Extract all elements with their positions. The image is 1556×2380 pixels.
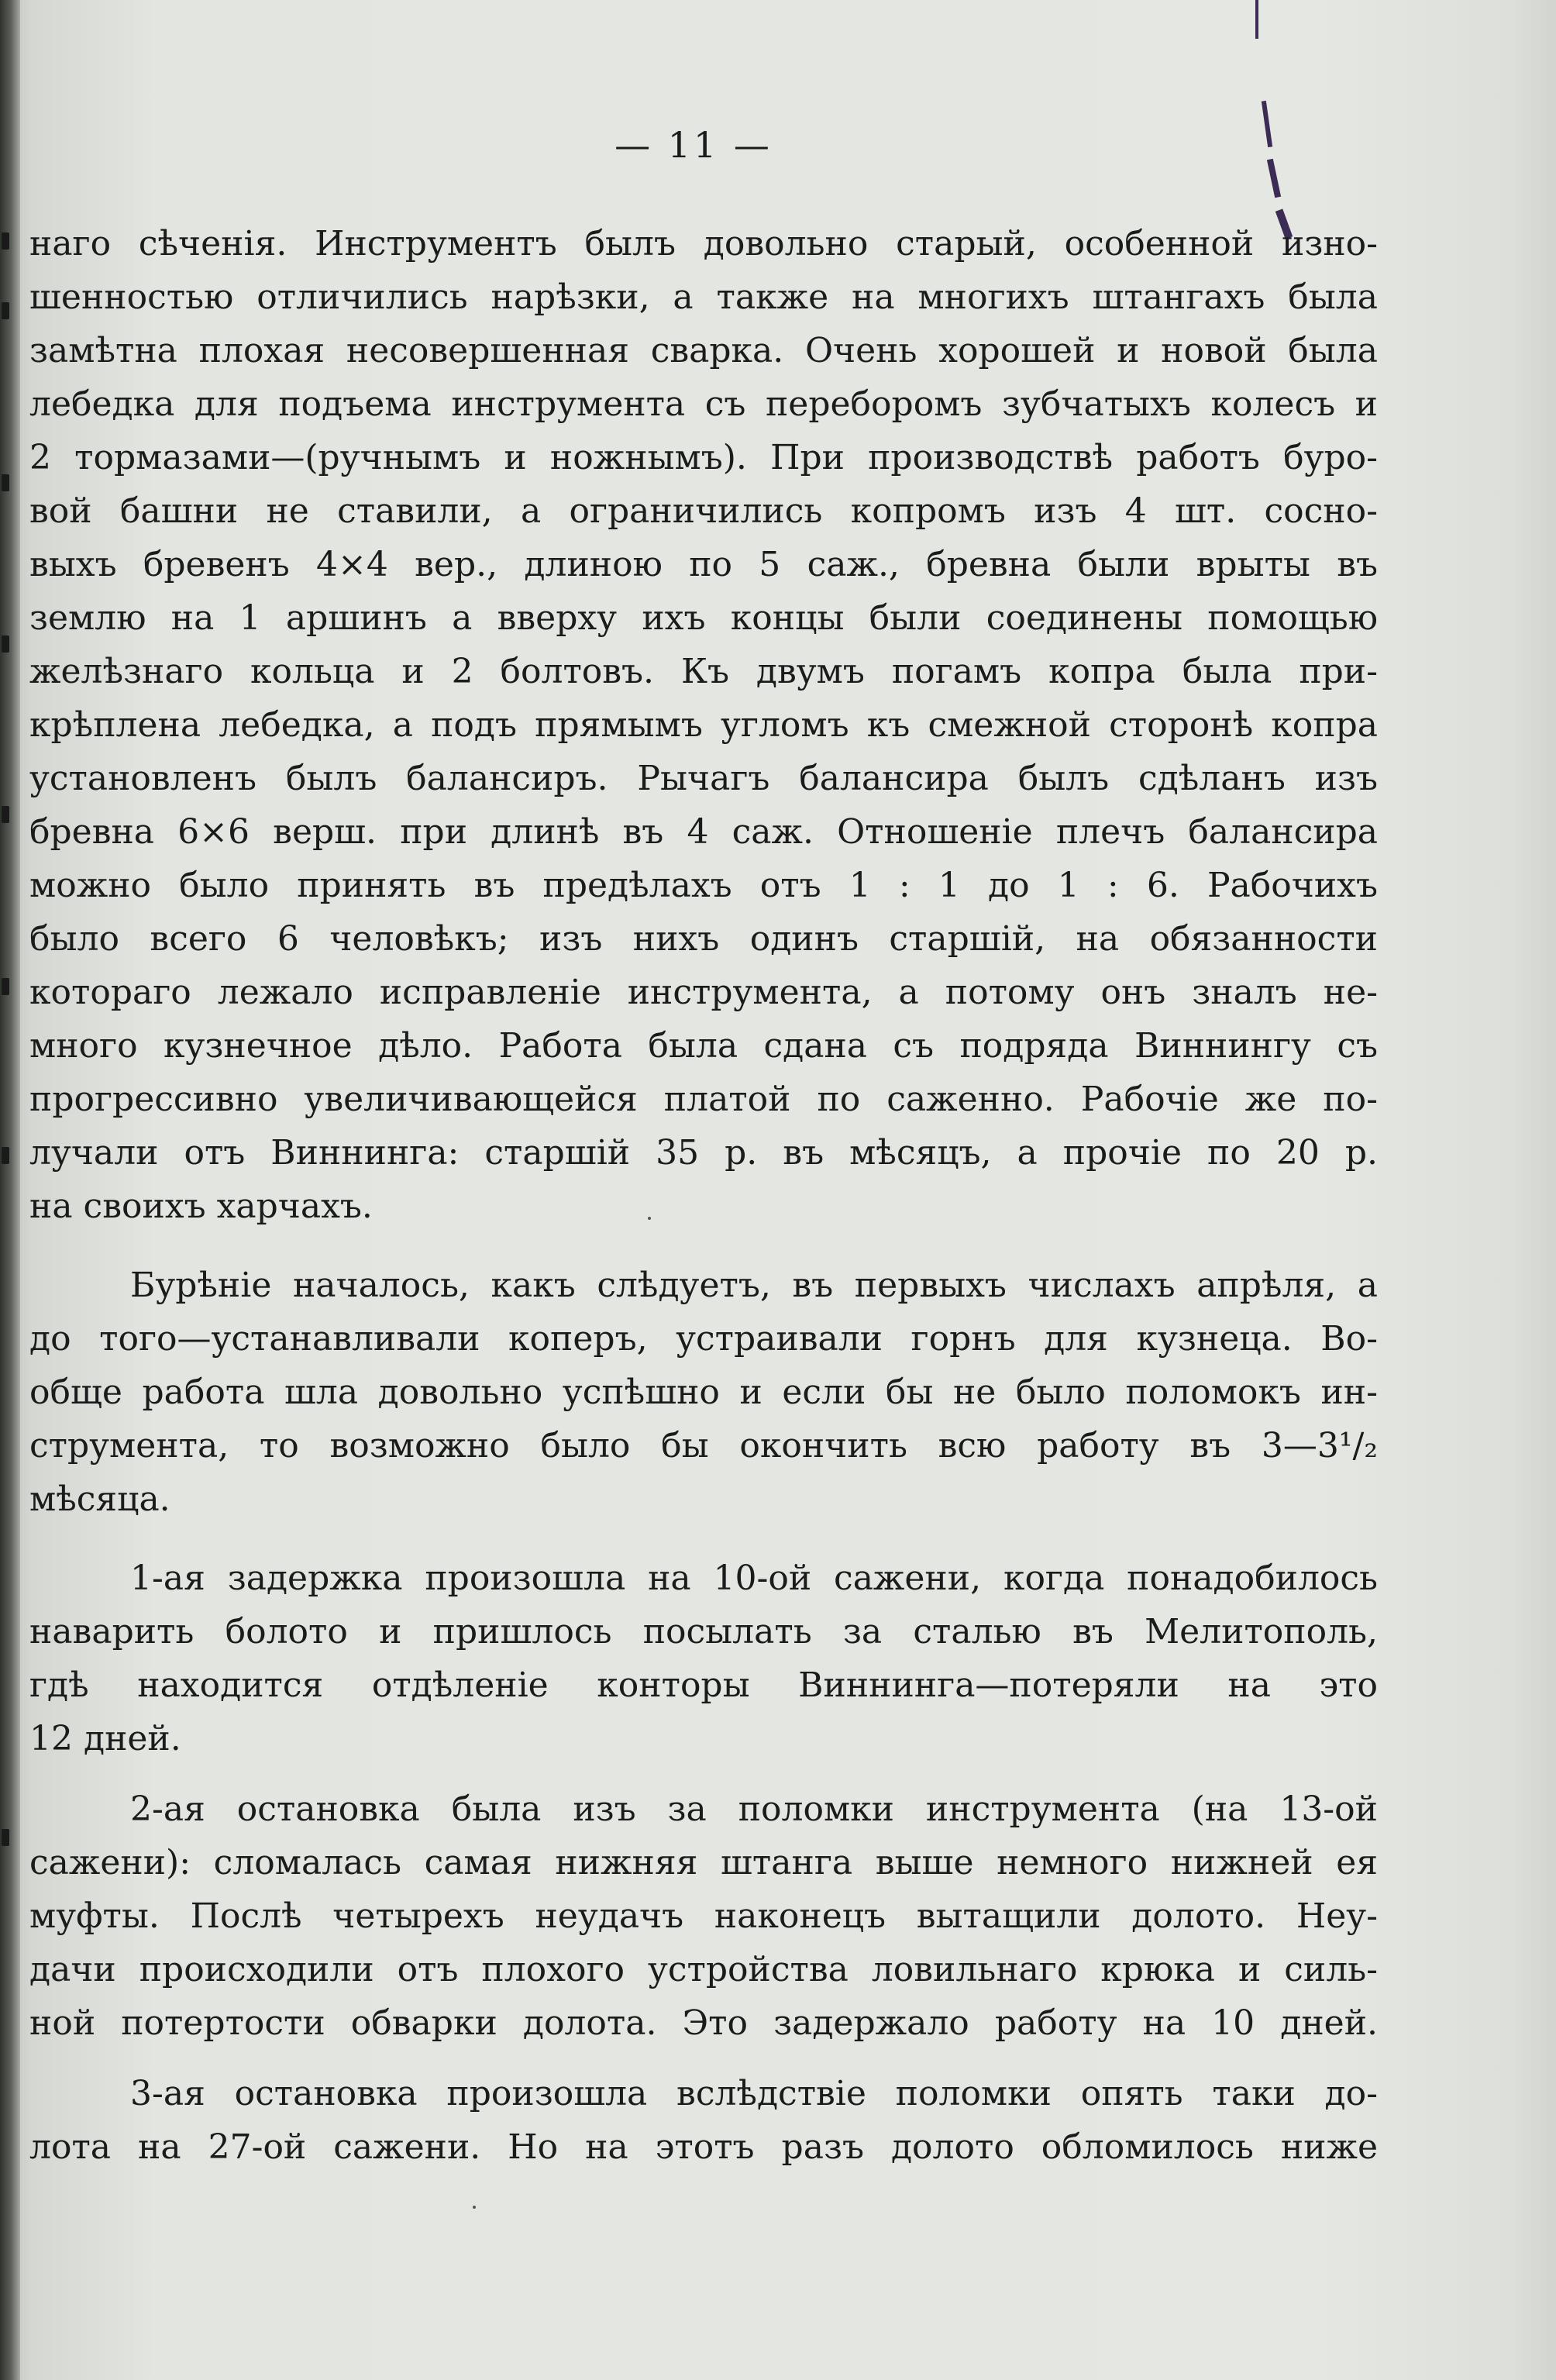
text-line: 1-ая задержка произошла на 10-ой сажени, когда понадобилось — [130, 1559, 1378, 1598]
text-line: крѣплена лебедка, а подъ прямымъ угломъ къ смежной сторонѣ копра — [29, 705, 1378, 745]
text-line: до того—устанавливали коперъ, устраивали горнъ для кузнеца. Во- — [29, 1319, 1378, 1359]
paragraph-gap — [29, 1526, 1378, 1552]
text-line: бревна 6×6 верш. при длинѣ въ 4 саж. Отношеніе плечъ балансира — [29, 812, 1378, 852]
text-line: установленъ былъ балансиръ. Рычагъ балансира былъ сдѣланъ изъ — [29, 759, 1378, 798]
text-line: выхъ бревенъ 4×4 вер., длиною по 5 саж., бревна были врыты въ — [29, 545, 1378, 584]
text-line: прогрессивно увеличивающейся платой по саженно. Рабочіе же по- — [29, 1080, 1378, 1119]
text-line: желѣзнаго кольца и 2 болтовъ. Къ двумъ погамъ копра была при- — [29, 652, 1378, 691]
text-line: наварить болото и пришлось посылать за сталью въ Мелитополь, — [29, 1612, 1378, 1652]
paper-speck — [473, 2206, 476, 2209]
text-line: Бурѣніе началось, какъ слѣдуетъ, въ первыхъ числахъ апрѣля, а — [130, 1266, 1378, 1305]
paragraph-gap — [29, 1765, 1378, 1782]
text-line: гдѣ находится отдѣленіе конторы Виннинга—потеряли на это — [29, 1665, 1378, 1705]
text-line: вой башни не ставили, а ограничились копромъ изъ 4 шт. сосно- — [29, 491, 1378, 531]
text-line: 12 дней. — [29, 1719, 181, 1758]
text-line: струмента, то возможно было бы окончить всю работу въ 3—3¹/₂ — [29, 1426, 1378, 1466]
text-line: лебедка для подъема инструмента съ переборомъ зубчатыхъ колесъ и — [29, 384, 1378, 424]
text-line: муфты. Послѣ четырехъ неудачъ наконецъ вытащили долото. Неу- — [29, 1896, 1378, 1936]
text-line: дачи происходили отъ плохого устройства ловильнаго крюка и силь- — [29, 1950, 1378, 1989]
text-line: землю на 1 аршинъ а вверху ихъ концы были соединены помощью — [29, 598, 1378, 638]
text-line: мѣсяца. — [29, 1479, 170, 1519]
page-number: — 11 — — [614, 124, 773, 166]
paragraph-gap — [29, 2050, 1378, 2067]
text-line: 2-ая остановка была изъ за поломки инструмента (на 13-ой — [130, 1789, 1378, 1829]
text-line: можно было принять въ предѣлахъ отъ 1 : 1 до 1 : 6. Рабочихъ — [29, 866, 1378, 905]
text-line: лота на 27-ой сажени. Но на этотъ разъ долото обломилось ниже — [29, 2127, 1378, 2167]
text-line: много кузнечное дѣло. Работа была сдана съ подряда Виннингу съ — [29, 1026, 1378, 1066]
body-text — [29, 217, 1378, 2174]
text-line: обще работа шла довольно успѣшно и если бы не было поломокъ ин- — [29, 1373, 1378, 1412]
text-line: котораго лежало исправленіе инструмента, а потому онъ зналъ не- — [29, 973, 1378, 1012]
text-line: 3-ая остановка произошла вслѣдствіе поломки опять таки до- — [130, 2074, 1378, 2113]
binding-marks — [2, 0, 17, 2380]
text-line: лучали отъ Виннинга: старшій 35 р. въ мѣсяцъ, а прочіе по 20 р. — [29, 1133, 1378, 1173]
text-line: шенностью отличились нарѣзки, а также на многихъ штангахъ была — [29, 277, 1378, 317]
text-line: ной потертости обварки долота. Это задержало работу на 10 дней. — [29, 2003, 1378, 2043]
text-line: сажени): сломалась самая нижняя штанга выше немного нижней ея — [29, 1843, 1378, 1882]
paragraph-gap — [29, 1233, 1378, 1259]
text-line: наго сѣченія. Инструментъ былъ довольно старый, особенной изно- — [29, 224, 1378, 263]
text-line: на своихъ харчахъ. — [29, 1187, 373, 1226]
text-line: было всего 6 человѣкъ; изъ нихъ одинъ старшій, на обязанности — [29, 919, 1378, 959]
text-line: 2 тормазами—(ручнымъ и ножнымъ). При производствѣ работъ буро- — [29, 438, 1378, 477]
text-line: замѣтна плохая несовершенная сварка. Очень хорошей и новой была — [29, 331, 1378, 370]
